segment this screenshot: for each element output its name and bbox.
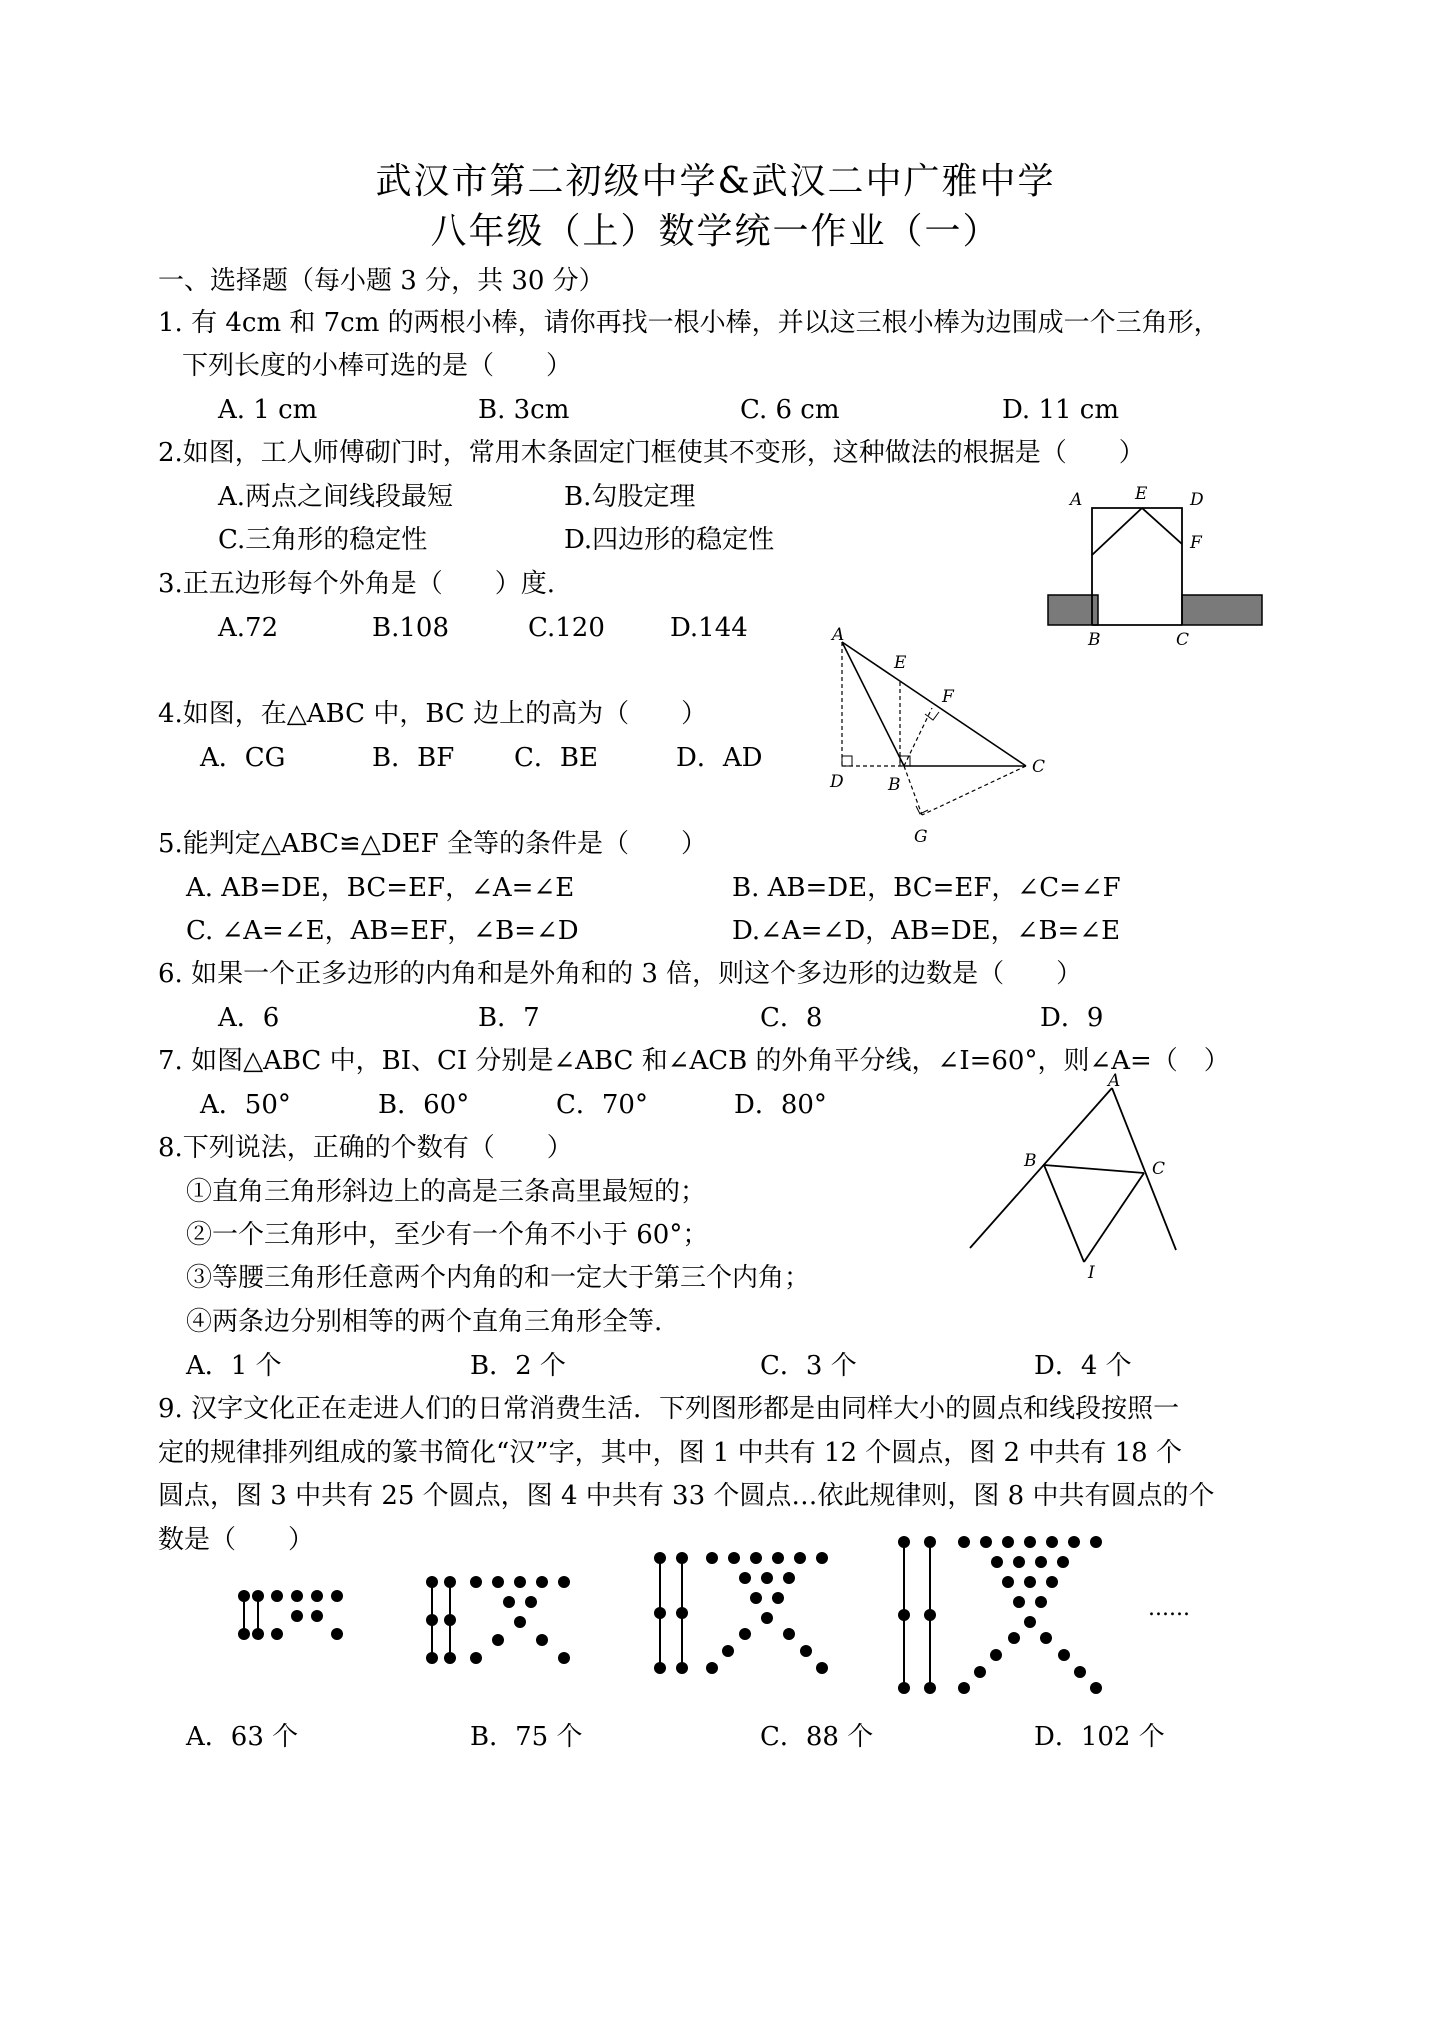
- q1-stem-line1: 1. 有 4cm 和 7cm 的两根小棒，请你再找一根小棒，并以这三根小棒为边围成一个三角形，: [158, 308, 1220, 338]
- q7-option-c: C．70°: [556, 1090, 648, 1120]
- q6-option-a: A．6: [218, 1003, 280, 1033]
- q4-option-c: C．BE: [514, 743, 598, 773]
- q8-item-2: ②一个三角形中，至少有一个角不小于 60°；: [186, 1220, 709, 1250]
- q9-pattern-figure-4: [892, 1530, 1132, 1700]
- q4-option-b: B．BF: [372, 743, 455, 773]
- q9-ellipsis: ......: [1148, 1596, 1190, 1621]
- q8-item-4: ④两条边分别相等的两个直角三角形全等.: [186, 1307, 663, 1337]
- q2-option-b: B.勾股定理: [564, 482, 696, 512]
- q5-option-c: C. ∠A=∠E，AB=EF，∠B=∠D: [186, 916, 579, 946]
- q9-stem-line1: 9. 汉字文化正在走进人们的日常消费生活．下列图形都是由同样大小的圆点和线段按照一: [158, 1394, 1180, 1424]
- q5-option-a: A. AB=DE，BC=EF，∠A=∠E: [186, 873, 575, 903]
- q3-option-b: B.108: [372, 613, 449, 643]
- q2-option-d: D.四边形的稳定性: [564, 525, 775, 555]
- q8-option-d: D．4 个: [1034, 1351, 1132, 1381]
- q9-stem-line2: 定的规律排列组成的篆书简化“汉”字，其中，图 1 中共有 12 个圆点，图 2 中共有 18 个: [158, 1438, 1182, 1468]
- q8-item-1: ①直角三角形斜边上的高是三条高里最短的；: [186, 1177, 707, 1207]
- q8-option-a: A．1 个: [186, 1351, 282, 1381]
- q6-option-d: D．9: [1040, 1003, 1104, 1033]
- q8-item-3: ③等腰三角形任意两个内角的和一定大于第三个内角；: [186, 1263, 811, 1293]
- q2-label-a: A: [1070, 490, 1083, 510]
- q6-option-c: C．8: [760, 1003, 823, 1033]
- q4-option-d: D．AD: [676, 743, 763, 773]
- q9-stem-line4: 数是（ ）: [158, 1525, 315, 1555]
- q4-option-a: A．CG: [200, 743, 286, 773]
- section-heading: 一、选择题（每小题 3 分，共 30 分）: [158, 266, 605, 296]
- q4-label-g: G: [914, 827, 928, 847]
- q7-stem: 7. 如图△ABC 中，BI、CI 分别是∠ABC 和∠ACB 的外角平分线，∠I=60°，则∠A=（ ）: [158, 1046, 1230, 1076]
- q9-option-d: D．102 个: [1034, 1722, 1165, 1752]
- q5-option-b: B. AB=DE，BC=EF，∠C=∠F: [732, 873, 1121, 903]
- q1-stem-line2: 下列长度的小棒可选的是（ ）: [182, 351, 573, 381]
- q8-stem: 8.下列说法，正确的个数有（ ）: [158, 1133, 573, 1163]
- q9-pattern-figure-3: [648, 1548, 848, 1678]
- q1-option-b: B. 3cm: [478, 395, 570, 425]
- q7-option-d: D．80°: [734, 1090, 827, 1120]
- q9-stem-line3: 圆点，图 3 中共有 25 个圆点，图 4 中共有 33 个圆点…依此规律则，图 8 中共有圆点的个: [158, 1481, 1215, 1511]
- q4-triangle-figure: [820, 625, 1080, 850]
- q7-label-i: I: [1088, 1263, 1095, 1283]
- q9-pattern-figure-1: [232, 1580, 362, 1650]
- q4-stem: 4.如图，在△ABC 中，BC 边上的高为（ ）: [158, 699, 708, 729]
- q3-option-a: A.72: [218, 613, 279, 643]
- q2-label-f: F: [1190, 533, 1202, 553]
- q2-door-figure: [1040, 480, 1270, 650]
- title-line-2: 八年级（上）数学统一作业（一）: [430, 211, 1001, 252]
- q4-label-c: C: [1032, 757, 1046, 777]
- q4-label-a: A: [832, 625, 845, 645]
- q4-label-b: B: [888, 775, 901, 795]
- q7-label-a: A: [1108, 1071, 1121, 1091]
- q1-option-d: D. 11 cm: [1002, 395, 1120, 425]
- q7-triangle-figure: [960, 1070, 1200, 1283]
- q6-option-b: B．7: [478, 1003, 540, 1033]
- q3-option-c: C.120: [528, 613, 605, 643]
- q4-label-e: E: [894, 653, 907, 673]
- q8-option-b: B．2 个: [470, 1351, 566, 1381]
- q9-pattern-figure-2: [420, 1570, 580, 1670]
- q7-option-a: A．50°: [200, 1090, 291, 1120]
- q2-label-e: E: [1135, 484, 1148, 504]
- q7-label-c: C: [1152, 1159, 1166, 1179]
- q9-option-a: A．63 个: [186, 1722, 299, 1752]
- q2-option-a: A.两点之间线段最短: [218, 482, 454, 512]
- title-line-1: 武汉市第二初级中学&武汉二中广雅中学: [375, 161, 1056, 202]
- q7-label-b: B: [1024, 1151, 1037, 1171]
- q9-option-b: B．75 个: [470, 1722, 583, 1752]
- q6-stem: 6. 如果一个正多边形的内角和是外角和的 3 倍，则这个多边形的边数是（ ）: [158, 959, 1083, 989]
- q2-label-c: C: [1176, 630, 1190, 650]
- q3-option-d: D.144: [670, 613, 748, 643]
- q5-option-d: D.∠A=∠D，AB=DE，∠B=∠E: [732, 916, 1121, 946]
- q3-stem: 3.正五边形每个外角是（ ）度.: [158, 569, 556, 599]
- q9-option-c: C．88 个: [760, 1722, 874, 1752]
- q2-stem: 2.如图，工人师傅砌门时，常用木条固定门框使其不变形，这种做法的根据是（ ）: [158, 438, 1145, 468]
- q5-stem: 5.能判定△ABC≌△DEF 全等的条件是（ ）: [158, 829, 707, 859]
- q2-label-b: B: [1088, 630, 1101, 650]
- q1-option-c: C. 6 cm: [740, 395, 840, 425]
- q8-option-c: C．3 个: [760, 1351, 857, 1381]
- q2-option-c: C.三角形的稳定性: [218, 525, 428, 555]
- q2-label-d: D: [1190, 490, 1204, 510]
- q7-option-b: B．60°: [378, 1090, 470, 1120]
- q1-option-a: A. 1 cm: [218, 395, 318, 425]
- q4-label-f: F: [942, 687, 954, 707]
- q4-label-d: D: [830, 772, 844, 792]
